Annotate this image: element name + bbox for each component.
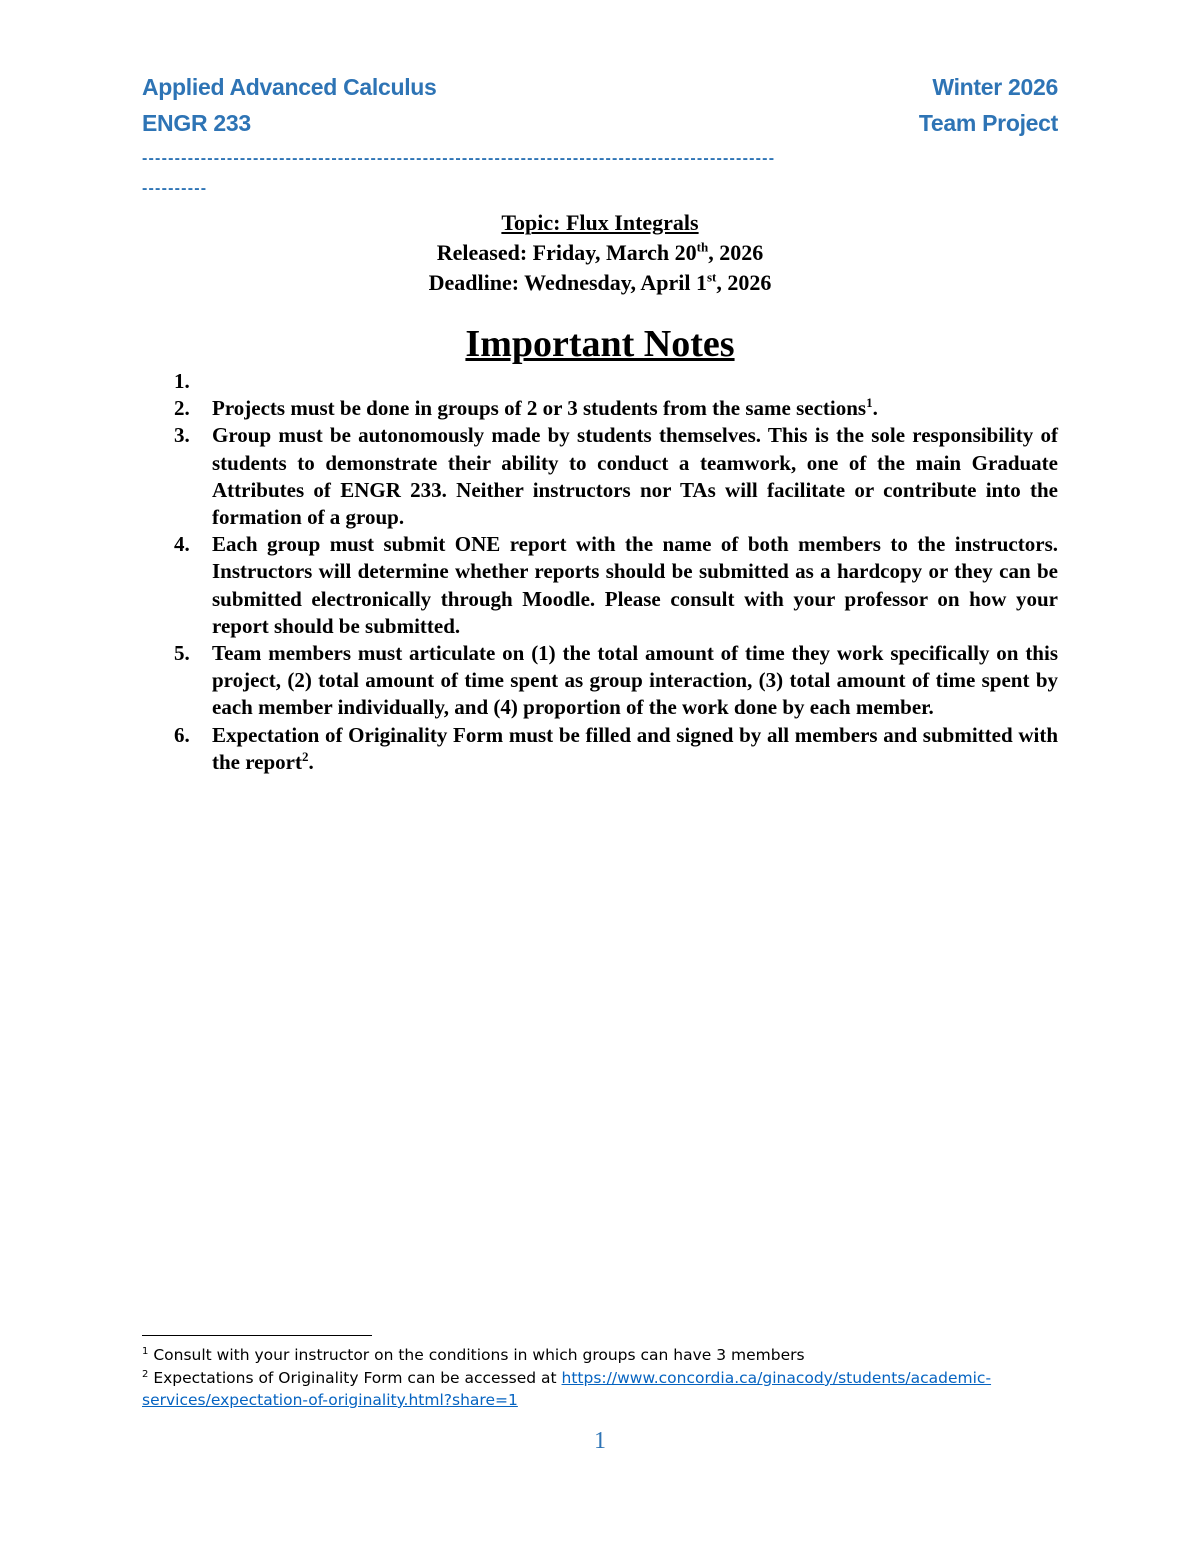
note-tail: . [872, 396, 878, 421]
footnote-separator [142, 1335, 372, 1336]
released-line [0, 240, 1200, 266]
note-number: 5. [174, 641, 190, 666]
course-name: Applied Advanced Calculus [142, 74, 437, 100]
topic-title: Topic: Flux Integrals [501, 210, 699, 235]
note-number: 6. [174, 722, 190, 747]
released-suffix: , 2026 [708, 240, 764, 265]
note-text: Projects must be done in groups of 2 or 3 students from the same sections [212, 396, 867, 421]
note-item-6 [142, 722, 1058, 776]
footnote-2-mark: 2 [142, 1368, 149, 1380]
footnote-ref-2[interactable]: 2 [302, 748, 309, 764]
note-item-3 [142, 422, 1058, 531]
note-text: Each group must submit ONE report with the name of both members to the instructors. Instructors will determine whether reports should be submitted as a hardcopy or they can be submitted electronically through Moodle. Please consult with your professor on how your report should be submitted. [212, 532, 1058, 638]
footnote-2 [142, 1367, 1042, 1411]
header-divider-line-2: ---------- [142, 180, 208, 197]
originality-form-link-part1[interactable]: https://www.concordia.ca/ginacody/students/academic- [561, 1369, 992, 1387]
doc-type: Team Project [918, 110, 1058, 136]
header-row-2 [142, 110, 1058, 137]
note-tail: . [308, 749, 314, 774]
deadline-sup: st [706, 269, 717, 285]
footnote-1-text: Consult with your instructor on the conditions in which groups can have 3 members [153, 1346, 805, 1364]
page-number: 1 [594, 1428, 606, 1454]
course-code: ENGR 233 [142, 110, 251, 136]
note-number: 4. [174, 532, 190, 557]
note-text: Group must be autonomously made by students themselves. This is the sole responsibility of students to demonstrate their ability to conduct a teamwork, one of the main Graduate Attributes of ENGR 233. Neither instructors nor TAs will facilitate or contribute into the formation of a group. [212, 423, 1058, 530]
header-divider-line-1: ------------------------------------------------------------------------------------------------- [142, 150, 776, 167]
note-number: 2. [174, 396, 190, 421]
notes-list [142, 368, 1058, 776]
deadline-line [0, 270, 1200, 296]
footnote-2-text: Expectations of Originality Form can be accessed at [153, 1369, 562, 1387]
released-prefix: Released: Friday, March 20 [436, 240, 697, 265]
note-item-5 [142, 640, 1058, 722]
header-row-1 [142, 74, 1058, 101]
note-number: 3. [174, 423, 190, 448]
note-number: 1. [174, 369, 190, 393]
footnote-1-mark: 1 [142, 1345, 149, 1357]
note-item-1 [142, 368, 1058, 395]
note-item-4 [142, 531, 1058, 640]
note-item-2 [142, 395, 1058, 422]
originality-form-link-part2[interactable]: services/expectation-of-originality.html?share=1 [142, 1391, 518, 1409]
footnote-ref-1[interactable]: 1 [866, 395, 873, 411]
note-text: Expectation of Originality Form must be filled and signed by all members and submitted with the report [212, 722, 1058, 774]
term: Winter 2026 [932, 74, 1058, 100]
notes-heading: Important Notes [465, 323, 735, 365]
deadline-prefix: Deadline: Wednesday, April 1 [428, 270, 707, 295]
topic-title-line [0, 210, 1200, 236]
footnote-1 [142, 1344, 1042, 1366]
released-sup: th [696, 239, 709, 255]
note-text: Team members must articulate on (1) the total amount of time they work specifically on this project, (2) total amount of time spent as group interaction, (3) total amount of time spent by each member individually, and (4) proportion of the work done by each member. [212, 641, 1058, 720]
deadline-suffix: , 2026 [716, 270, 772, 295]
